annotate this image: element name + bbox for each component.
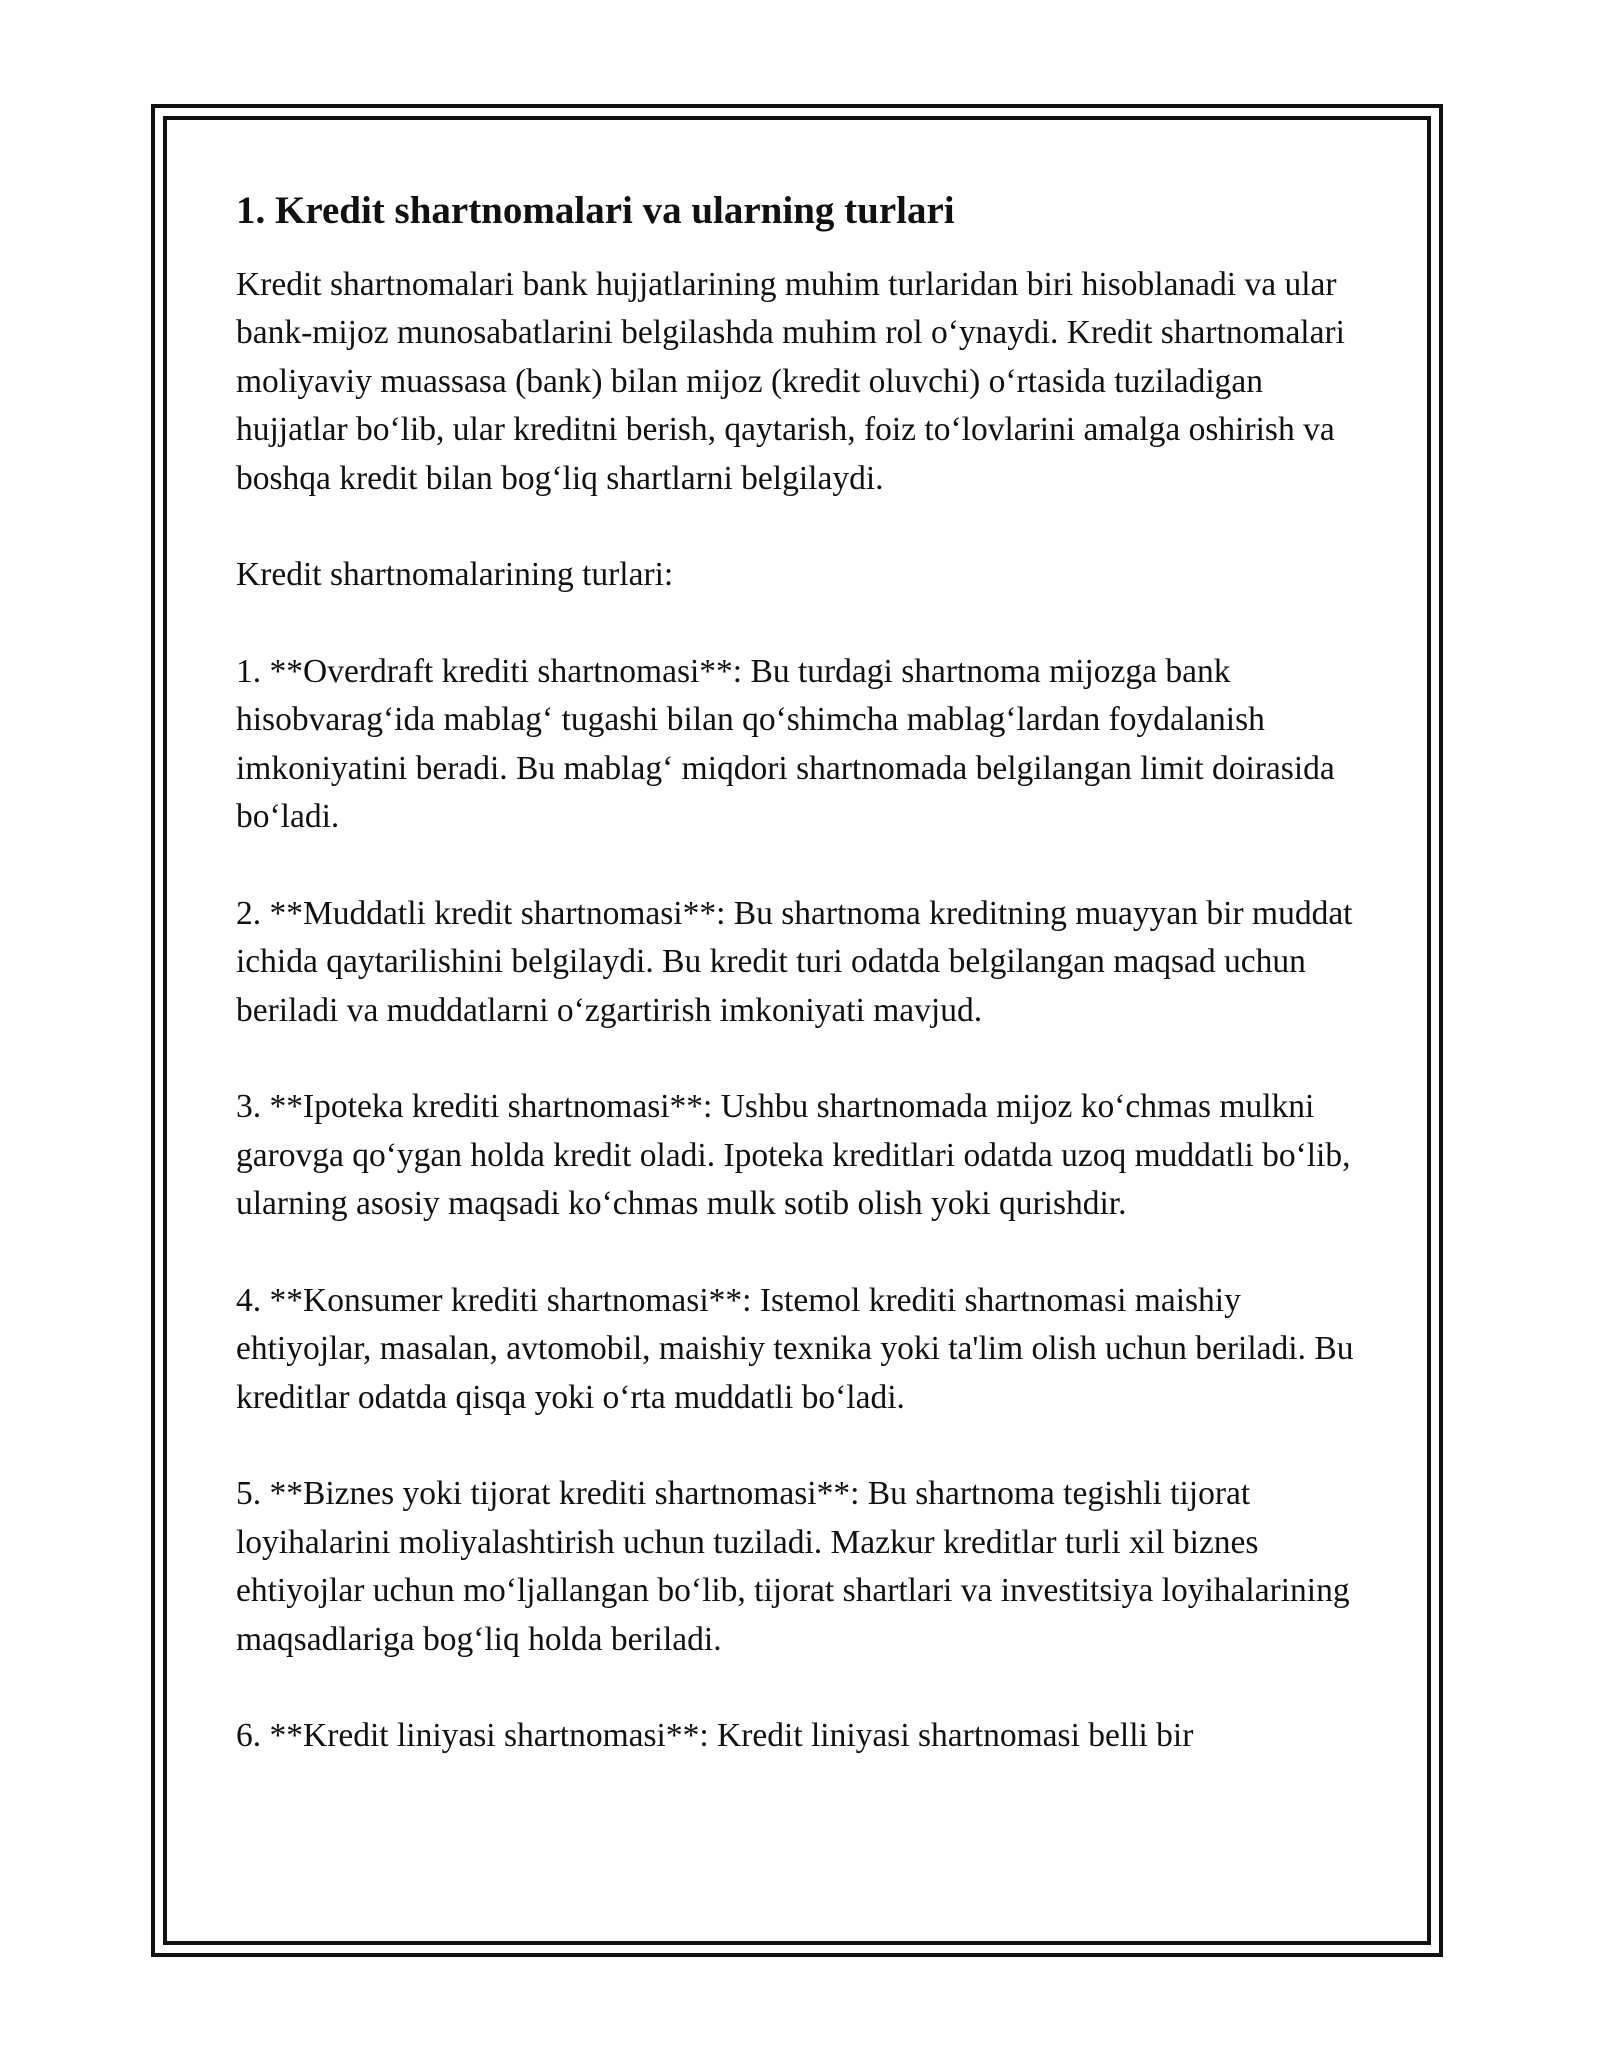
- list-item-consumer: 4. **Konsumer krediti shartnomasi**: Istemol krediti shartnomasi maishiy ehtiyojlar, masalan, avtomobil, maishiy texnika yoki ta'lim olish uchun beriladi. Bu kreditlar odatda qisqa yoki o‘rta muddatli bo‘ladi.: [236, 1281, 1354, 1416]
- list-item-business: 5. **Biznes yoki tijorat krediti shartnomasi**: Bu shartnoma tegishli tijorat loyihalarini moliyalashtirish uchun tuziladi. Mazkur kreditlar turli xil biznes ehtiyojlar uchun mo‘ljallangan bo‘lib, tijorat shartlari va investitsiya loyihalarining maqsadlariga bog‘liq holda beriladi.: [236, 1475, 1350, 1658]
- list-item-credit-line: 6. **Kredit liniyasi shartnomasi**: Kredit liniyasi shartnomasi belli bir: [236, 1717, 1194, 1755]
- intro-paragraph: Kredit shartnomalari bank hujjatlarining muhim turlaridan biri hisoblanadi va ular bank-mijoz munosabatlarini belgilashda muhim rol o‘ynaydi. Kredit shartnomalari moliyaviy muassasa (bank) bilan mijoz (kredit oluvchi) o‘rtasida tuziladigan hujjatlar bo‘lib, ular kreditni berish, qaytarish, foiz to‘lovlarini amalga oshirish va boshqa kredit bilan bog‘liq shartlarni belgilaydi.: [236, 265, 1345, 497]
- types-intro: Kredit shartnomalarining turlari:: [236, 556, 674, 594]
- list-item-mortgage: 3. **Ipoteka krediti shartnomasi**: Ushbu shartnomada mijoz ko‘chmas mulkni garovga qo‘ygan holda kredit oladi. Ipoteka kreditlari odatda uzoq muddatli bo‘lib, ularning asosiy maqsadi ko‘chmas mulk sotib olish yoki qurishdir.: [236, 1088, 1351, 1223]
- section-heading: 1. Kredit shartnomalari va ularning turlari: [236, 189, 955, 232]
- list-item-overdraft: 1. **Overdraft krediti shartnomasi**: Bu turdagi shartnoma mijozga bank hisobvarag‘ida mablag‘ tugashi bilan qo‘shimcha mablag‘lardan foydalanish imkoniyatini beradi. Bu mablag‘ miqdori shartnomada belgilangan limit doirasida bo‘ladi.: [236, 652, 1335, 836]
- list-item-term-credit: 2. **Muddatli kredit shartnomasi**: Bu shartnoma kreditning muayyan bir muddat ichida qaytarilishini belgilaydi. Bu kredit turi odatda belgilangan maqsad uchun beriladi va muddatlarni o‘zgartirish imkoniyati mavjud.: [236, 894, 1353, 1029]
- document-body: [236, 188, 1366, 1761]
